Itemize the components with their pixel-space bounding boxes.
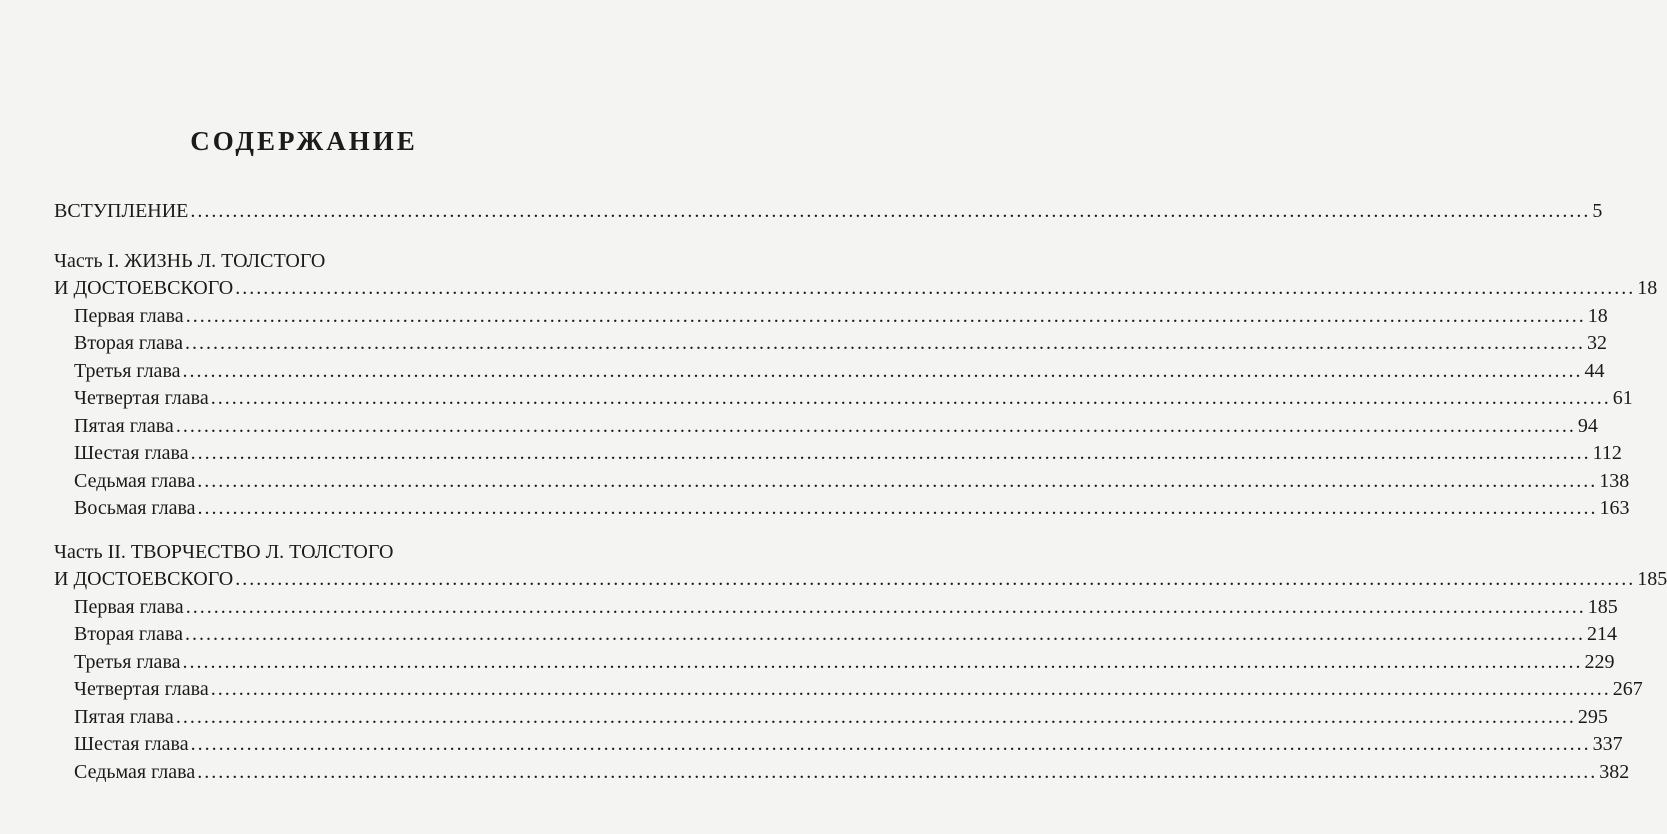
chapter-page-number: 295: [1577, 705, 1608, 728]
chapter-label: Вторая глава: [74, 332, 183, 354]
chapter-page-number: 229: [1584, 650, 1615, 673]
chapter-page-number: 112: [1592, 442, 1622, 464]
toc-page-number: 18: [1637, 277, 1658, 299]
toc-page-number: 185: [1637, 568, 1667, 590]
page-title: СОДЕРЖАНИЕ: [190, 126, 418, 156]
part-title-line1[interactable]: Часть I. ЖИЗНЬ Л. ТОЛСТОГО: [54, 249, 326, 272]
part-title-line1[interactable]: Часть II. ТВОРЧЕСТВО Л. ТОЛСТОГО: [54, 540, 394, 563]
toc-chapter[interactable]: [54, 440, 1622, 468]
chapter-label: Четвертая глава: [74, 678, 209, 700]
toc-chapter[interactable]: [54, 468, 1630, 496]
leader-dots: ........................................................................................................................................................................................................: [185, 304, 1586, 327]
chapter-page-number: 18: [1587, 304, 1608, 327]
chapter-page-number: 94: [1577, 414, 1598, 437]
toc-entry-part-1[interactable]: [54, 275, 1658, 303]
chapter-page-number: 61: [1612, 387, 1633, 409]
leader-dots: ........................................................................................................................................................................................................: [197, 469, 1598, 492]
leader-dots: ........................................................................................................................................................................................................: [197, 760, 1598, 783]
toc-chapter[interactable]: [54, 413, 1598, 441]
chapter-label: Первая глава: [74, 595, 184, 618]
chapter-label: Шестая глава: [74, 442, 189, 464]
toc-chapter[interactable]: [54, 649, 1615, 677]
chapter-label: Первая глава: [74, 304, 184, 327]
toc-chapter[interactable]: [54, 303, 1608, 331]
chapter-label: Четвертая глава: [74, 387, 209, 409]
table-of-contents: [54, 198, 1667, 786]
leader-dots: ........................................................................................................................................................................................................: [185, 595, 1586, 618]
leader-dots: ........................................................................................................................................................................................................: [190, 442, 1591, 464]
leader-dots: ........................................................................................................................................................................................................: [235, 568, 1636, 590]
toc-chapter[interactable]: [54, 676, 1643, 704]
leader-dots: ........................................................................................................................................................................................................: [175, 414, 1576, 437]
part-title-line2: И ДОСТОЕВСКОГО: [54, 277, 234, 299]
chapter-label: Вторая глава: [74, 623, 183, 645]
toc-chapter[interactable]: [54, 330, 1607, 358]
toc-entry-intro[interactable]: [54, 198, 1603, 226]
leader-dots: ........................................................................................................................................................................................................: [190, 200, 1591, 222]
chapter-label: Третья глава: [74, 650, 181, 673]
leader-dots: ........................................................................................................................................................................................................: [210, 387, 1611, 409]
toc-part-2: [54, 539, 1667, 787]
chapter-page-number: 337: [1592, 733, 1623, 755]
toc-chapter[interactable]: [54, 704, 1608, 732]
leader-dots: ........................................................................................................................................................................................................: [185, 623, 1585, 645]
leader-dots: ........................................................................................................................................................................................................: [185, 332, 1585, 354]
chapter-label: Пятая глава: [74, 705, 174, 728]
chapter-label: Шестая глава: [74, 733, 189, 755]
chapter-label: Седьмая глава: [74, 760, 196, 783]
leader-dots: ........................................................................................................................................................................................................: [210, 678, 1611, 700]
toc-chapter[interactable]: [54, 731, 1623, 759]
toc-chapter[interactable]: [54, 759, 1630, 787]
toc-chapter[interactable]: [54, 594, 1618, 622]
toc-chapter[interactable]: [54, 495, 1630, 523]
chapter-page-number: 382: [1599, 760, 1630, 783]
part-title-line2: И ДОСТОЕВСКОГО: [54, 568, 234, 590]
toc-entry-label: ВСТУПЛЕНИЕ: [54, 200, 189, 222]
chapter-page-number: 214: [1587, 623, 1617, 645]
chapter-page-number: 163: [1599, 497, 1630, 519]
chapter-label: Пятая глава: [74, 414, 174, 437]
chapter-page-number: 267: [1612, 678, 1643, 700]
toc-chapter[interactable]: [54, 358, 1605, 386]
leader-dots: ........................................................................................................................................................................................................: [182, 650, 1583, 673]
chapter-page-number: 44: [1584, 359, 1605, 382]
leader-dots: ........................................................................................................................................................................................................: [235, 277, 1636, 299]
toc-chapter[interactable]: [54, 385, 1633, 413]
toc-page-number: 5: [1592, 200, 1603, 222]
toc-chapter[interactable]: [54, 621, 1617, 649]
chapter-page-number: 32: [1587, 332, 1607, 354]
leader-dots: ........................................................................................................................................................................................................: [182, 359, 1583, 382]
leader-dots: ........................................................................................................................................................................................................: [197, 497, 1598, 519]
toc-entry-part-2[interactable]: [54, 566, 1667, 594]
chapter-page-number: 138: [1599, 469, 1630, 492]
chapter-label: Восьмая глава: [74, 497, 196, 519]
chapter-label: Третья глава: [74, 359, 181, 382]
chapter-label: Седьмая глава: [74, 469, 196, 492]
leader-dots: ........................................................................................................................................................................................................: [175, 705, 1576, 728]
toc-part-1: [54, 248, 1658, 523]
chapter-page-number: 185: [1587, 595, 1618, 618]
leader-dots: ........................................................................................................................................................................................................: [190, 733, 1591, 755]
